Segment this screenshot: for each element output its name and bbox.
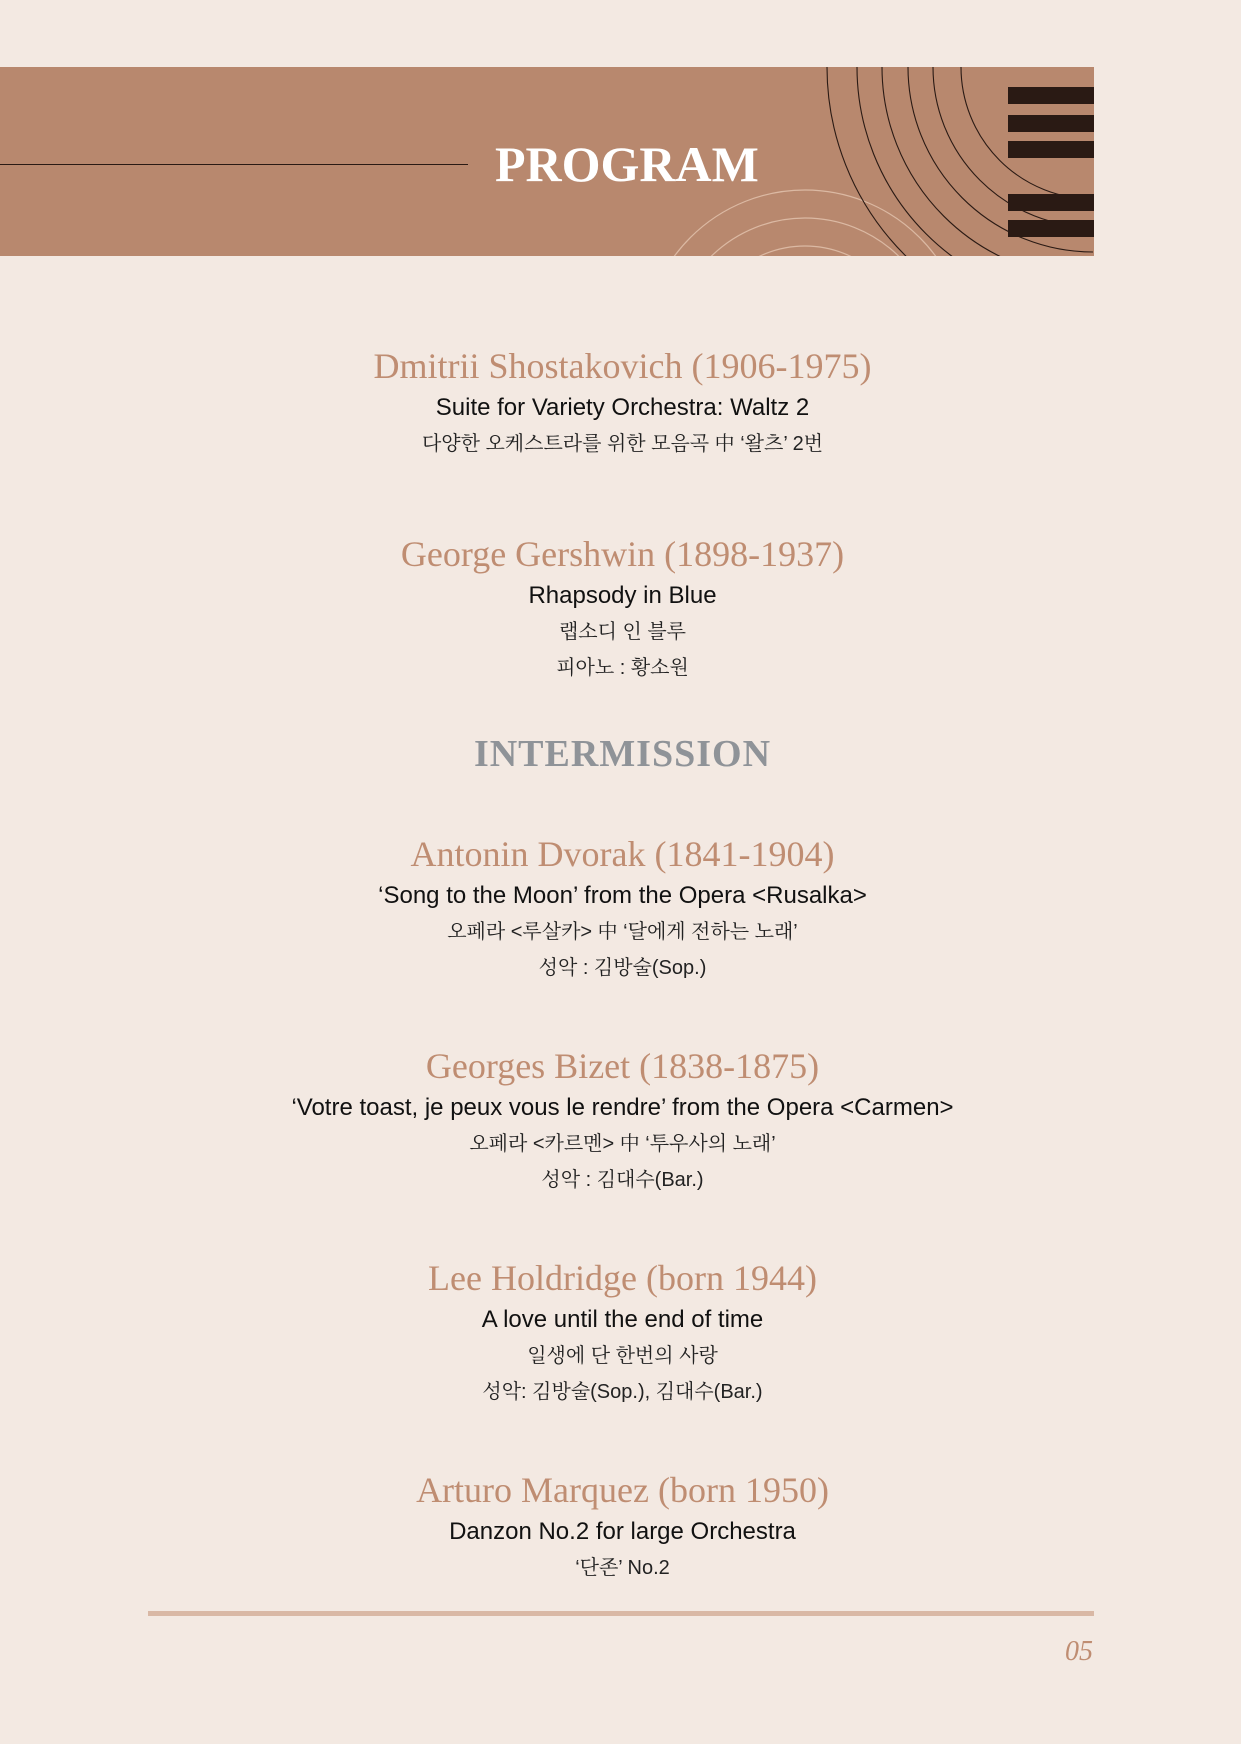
performer: 피아노 : 황소원 <box>556 657 689 679</box>
work-title: Rhapsody in Blue <box>528 582 717 609</box>
performer: 성악 : 김방술(Sop.) <box>538 957 707 979</box>
work-title-korean: 다양한 오케스트라를 위한 모음곡 中 ‘왈츠’ 2번 <box>421 433 824 455</box>
piano-keys-icon <box>1008 87 1094 237</box>
page-number: 05 <box>1065 1636 1093 1667</box>
page-title: PROGRAM <box>495 136 759 192</box>
program-item <box>0 832 1241 986</box>
footer-rule <box>148 1611 1094 1616</box>
program-item <box>0 1468 1241 1586</box>
intermission-heading: INTERMISSION <box>473 733 772 775</box>
composer-name: Antonin Dvorak (1841-1904) <box>410 834 835 874</box>
program-list <box>0 344 1241 1586</box>
header-banner <box>0 67 1094 256</box>
composer-name: Georges Bizet (1838-1875) <box>425 1046 820 1086</box>
performer: 성악 : 김대수(Bar.) <box>541 1169 704 1191</box>
performer: 성악: 김방술(Sop.), 김대수(Bar.) <box>482 1381 763 1403</box>
work-title: Danzon No.2 for large Orchestra <box>449 1518 796 1545</box>
work-title-korean: ‘단존’ No.2 <box>575 1557 670 1579</box>
work-title-korean: 랩소디 인 블루 <box>558 621 687 643</box>
work-title: ‘Votre toast, je peux vous le rendre’ from the Opera <Carmen> <box>291 1094 954 1121</box>
composer-name: Arturo Marquez (born 1950) <box>416 1470 829 1510</box>
work-title: ‘Song to the Moon’ from the Opera <Rusalka> <box>378 882 867 909</box>
work-title-korean: 오페라 <카르멘> 中 ‘투우사의 노래’ <box>469 1133 776 1155</box>
program-item <box>0 532 1241 686</box>
composer-name: Dmitrii Shostakovich (1906-1975) <box>373 346 872 386</box>
composer-name: Lee Holdridge (born 1944) <box>428 1258 817 1298</box>
program-item <box>0 1256 1241 1410</box>
program-item <box>0 1044 1241 1198</box>
composer-name: George Gershwin (1898-1937) <box>400 534 845 574</box>
work-title-korean: 오페라 <루살카> 中 ‘달에게 전하는 노래’ <box>447 921 798 943</box>
work-title-korean: 일생에 단 한번의 사랑 <box>527 1345 718 1367</box>
work-title: A love until the end of time <box>481 1306 764 1333</box>
work-title: Suite for Variety Orchestra: Waltz 2 <box>435 394 810 421</box>
program-item <box>0 344 1241 462</box>
